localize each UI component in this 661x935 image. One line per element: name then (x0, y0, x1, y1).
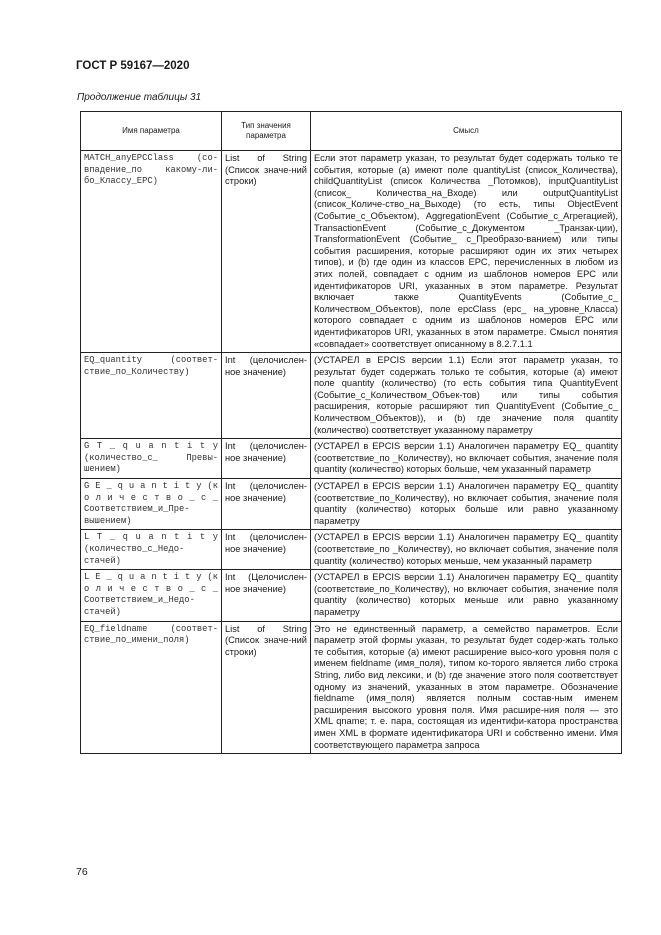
param-type: List of String (Список значе-ний строки) (222, 151, 311, 353)
column-header-name: Имя параметра (81, 112, 222, 151)
param-name: EQ_quantity (соответ-ствие_по_Количеству) (81, 353, 222, 439)
table-row (81, 570, 622, 621)
column-header-meaning: Смысл (311, 112, 622, 151)
param-name: L T _ q u a n t i t y (количество_с_Недо-стачей) (81, 530, 222, 570)
param-meaning: (УСТАРЕЛ в EPCIS версии 1.1) Аналогичен параметру EQ_ quantity (соответствие_по_Количеству), но включает события, значение поля quantity (количество) которых меньше или равно указанному параметру (311, 570, 622, 621)
table-row (81, 479, 622, 530)
param-name: G T _ q u a n t i t y (количество_с_ Превы-шением) (81, 439, 222, 479)
page-number: 76 (76, 866, 88, 878)
param-name: EQ_fieldname (соответ-ствие_по_имени_поля) (81, 621, 222, 754)
param-type: Int (целочислен-ное значение) (222, 439, 311, 479)
table-caption: Продолжение таблицы 31 (77, 92, 202, 103)
param-type: Int (целочислен-ное значение) (222, 530, 311, 570)
param-type: List of String (Список значе-ний строки) (222, 621, 311, 754)
table-row (81, 530, 622, 570)
column-header-type: Тип значения параметра (222, 112, 311, 151)
param-type: Int (Целочислен-ное значение) (222, 570, 311, 621)
param-name: L E _ q u a n t i t y (к о л и ч е с т в о _ с _ Соответствием_и_Недо-стачей) (81, 570, 222, 621)
param-type: Int (целочислен-ное значение) (222, 479, 311, 530)
param-meaning: Это не единственный параметр, а семейство параметров. Если параметр этой формы указан, то результат будет содер-жать только те события, которые (а) имеют расширение высо-кого уровня поля с именем fieldname (имя_поля), типом ко-торого является либо строка String, либо вид лексики, и (b) где значение этого поля соответствует одному из значений, указанных в этом параметре. Обозначение fieldname (имя_поля) является полным состав-ным именем расширения высокого уровня поля. Имя расшире-ния поля — это XML qname; т. е. пара, состоящая из идентифи-катора пространства имен XML в формате идентификатора URI и собственно имени. Имя соответствующего параметра запроса (311, 621, 622, 754)
table-header-row (81, 112, 622, 151)
param-meaning: (УСТАРЕЛ в EPCIS версии 1.1) Аналогичен параметру EQ_ quantity (соответствие_по _Количеству), но включает события, значение поля quantity (количество) которых больше, чем указанный параметр (311, 439, 622, 479)
parameters-table (80, 111, 622, 754)
param-type: Int (целочислен-ное значение) (222, 353, 311, 439)
param-name: G E _ q u a n t i t y (к о л и ч е с т в о _ с _ Соответствием_и_Пре-вышением) (81, 479, 222, 530)
param-meaning: (УСТАРЕЛ в EPCIS версии 1.1) Аналогичен параметру EQ_ quantity (соответствие_по _Количеству), но включает события, значение поля quantity (количество) которых меньше, чем указанный параметр (311, 530, 622, 570)
param-meaning: Если этот параметр указан, то результат будет содержать только те события, которые (а) имеют поле quantityList (список_Количества), childQuantityList (список Количества _Потомков), inputQuantityList (список_ Количества_на_Входе) или outputQuantityList (список_Количе-ство_на_Выходе) (то есть, типы ObjectEvent (Событие_с_Объектом), AggregationEvent (Событие_с_Агрегацией), TransactionEvent (Событие_с_Документом _Транзак-ции), TransformationEvent (Событие_ с_Преобразо-ванием) или типы события расширения, которые расширяют один их этих четырех типов), и (b) где один из классов EPC, перечисленных в любом из этих полей, совпадает с одним из шаблонов номеров EPC или идентификаторов URI, указанных в этом параметре. Результат включает также QuantityEvents (Событие_с_ Количеством_Объектов), поле epcClass (epc_ на_уровне_Класса) которого совпадает с одним из шаблонов номеров EPC или идентификаторов URI, указанных в этом параметре. Смысл понятия «совпадает» соответствует описанному в 8.2.7.1.1 (311, 151, 622, 353)
document-header: ГОСТ Р 59167—2020 (76, 60, 190, 72)
table-row (81, 439, 622, 479)
param-meaning: (УСТАРЕЛ в EPCIS версии 1.1) Если этот параметр указан, то результат будет содержать только те события, которые (а) имеют поле quantity (количество) (то есть события типа QuantityEvent (Событие_с_Количеством_Объек-тов) или типы события расширения, которые расширяют тип QuantityEvent (Событие_с_ Количеством_Объектов)), и (b) где значение поля quantity (количество) соответствует указанному параметру (311, 353, 622, 439)
table-row (81, 151, 622, 353)
table-row (81, 621, 622, 754)
param-name: MATCH_anyEPCClass (со-впадение_по какому-ли-бо_Классу_EPC) (81, 151, 222, 353)
table-row (81, 353, 622, 439)
param-meaning: (УСТАРЕЛ в EPCIS версии 1.1) Аналогичен параметру EQ_ quantity (соответствие_по_Количеству), но включает события, значение поля quantity (количество) которых больше или равно указанному параметру (311, 479, 622, 530)
